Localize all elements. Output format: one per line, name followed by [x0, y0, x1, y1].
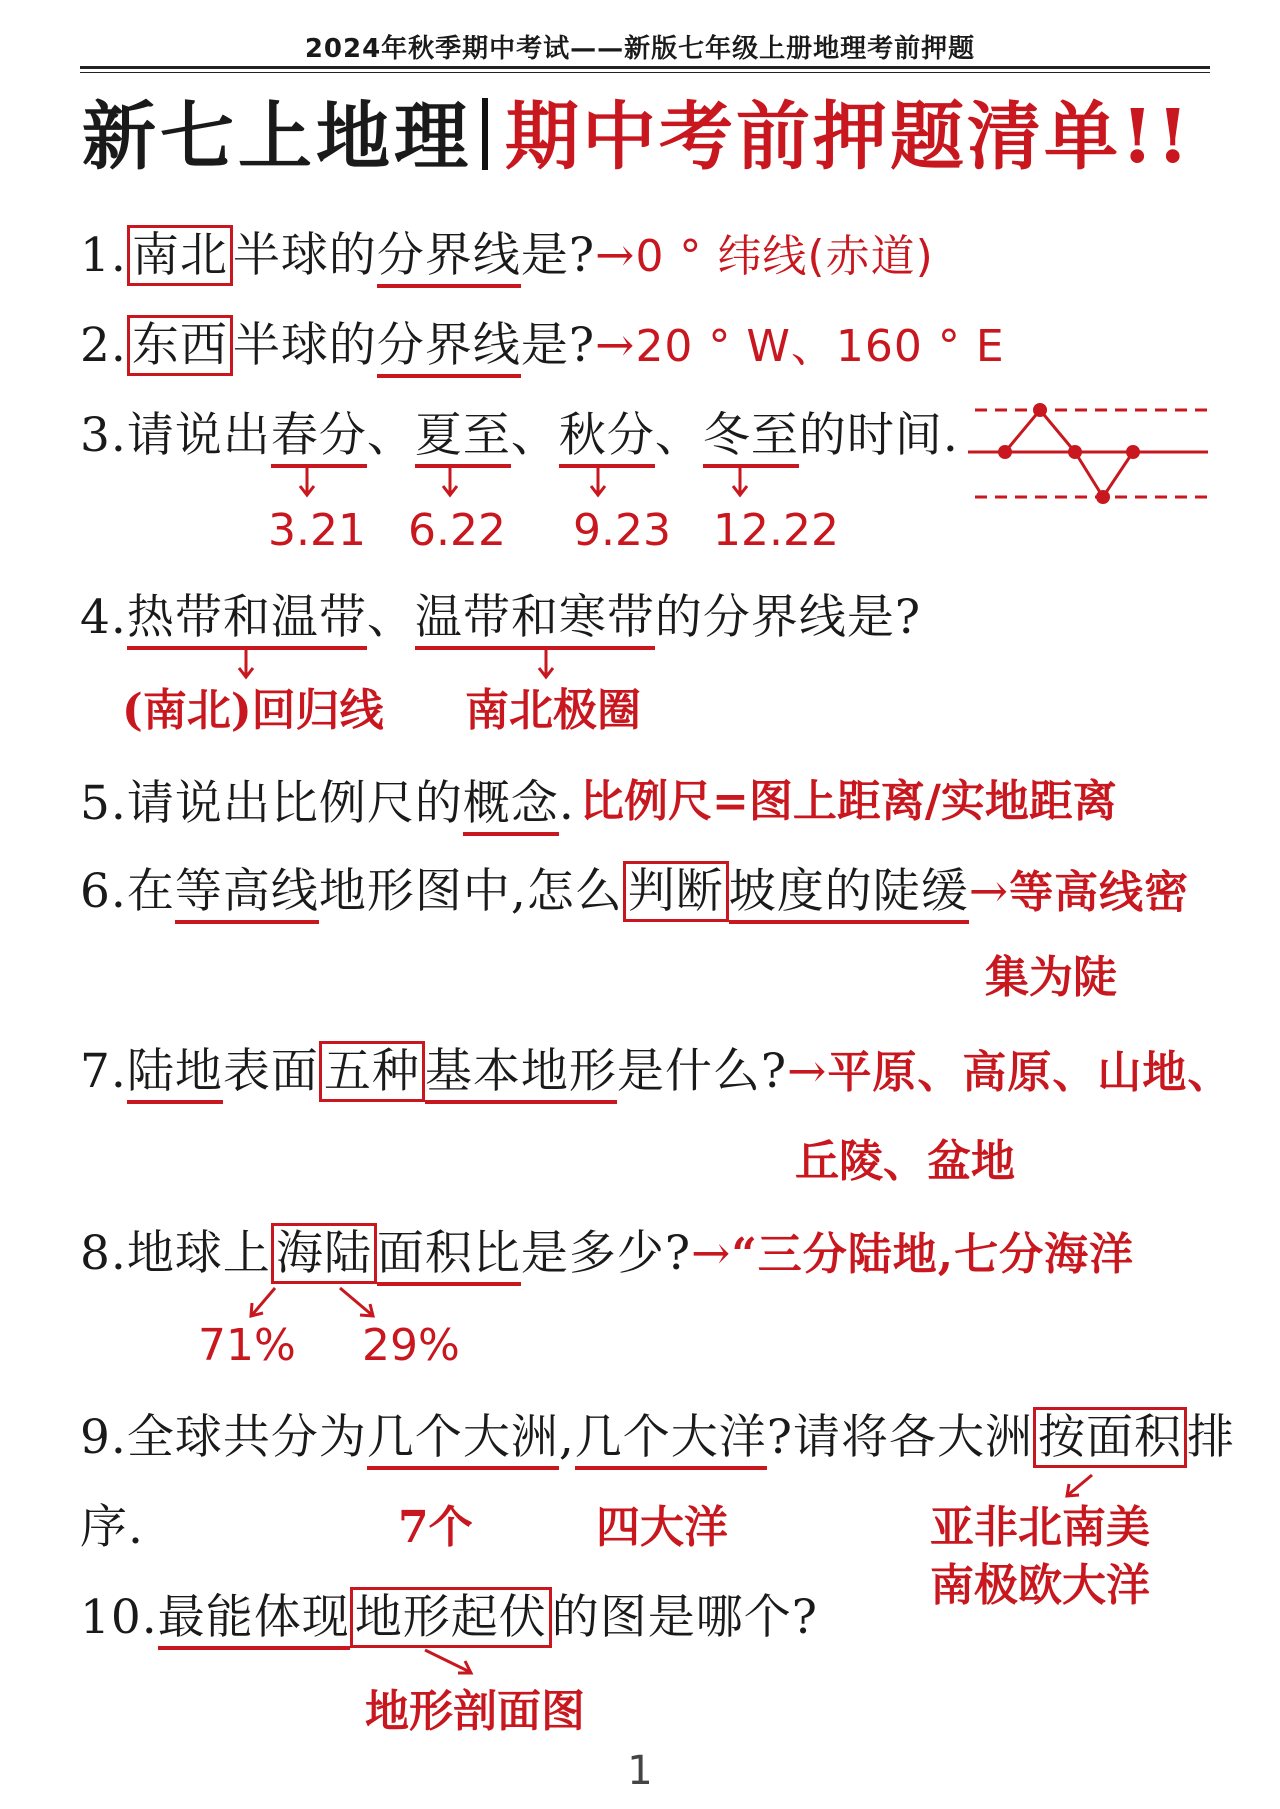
- q3-answer-autumn: 9.23: [573, 505, 671, 556]
- q3-answer-spring: 3.21: [268, 505, 366, 556]
- q6-boxed-term: 判断: [623, 861, 729, 922]
- main-title-left: 新七上地理: [82, 94, 472, 180]
- q1-boxed-term: 南北: [127, 225, 233, 286]
- q9-answer-oceans: 四大洋: [596, 1502, 728, 1553]
- q9-boxed-term: 按面积: [1033, 1407, 1187, 1468]
- page-number: 1: [627, 1748, 653, 1794]
- q7-arrow: →: [787, 1044, 828, 1099]
- q2-text-end: 是?: [520, 318, 596, 373]
- q3-term-winter-solstice: 冬至: [703, 408, 799, 468]
- q2-number: 2.: [80, 318, 127, 373]
- q4-number: 4.: [80, 590, 127, 645]
- q5-text: 请说出比例尺的: [126, 776, 463, 831]
- q1-text-end: 是?: [520, 228, 596, 283]
- q3-sep: 、: [654, 408, 703, 463]
- q9-sep: ,: [558, 1410, 575, 1465]
- q7-number: 7.: [80, 1044, 127, 1099]
- q10-number: 10.: [80, 1590, 158, 1645]
- q7-boxed-term: 五种: [319, 1041, 425, 1102]
- q5-text-end: .: [558, 776, 575, 831]
- q6-text: 在: [126, 864, 175, 919]
- top-title: 2024年秋季期中考试——新版七年级上册地理考前押题: [304, 34, 976, 64]
- q2-answer: 20 ° W、160 ° E: [635, 321, 1005, 372]
- q6-answer-line1: 等高线密: [1009, 867, 1190, 918]
- q5-number: 5.: [80, 776, 127, 831]
- q5-underlined-term: 概念: [463, 776, 559, 836]
- q7-term-land: 陆地: [127, 1044, 223, 1104]
- q3-sep: 、: [510, 408, 559, 463]
- q1-number: 1.: [80, 228, 127, 283]
- q8-answer-land: 29%: [362, 1320, 460, 1371]
- q6-text-mid: 地形图中,怎么: [318, 864, 623, 919]
- q9-term-oceans: 几个大洋: [575, 1410, 767, 1470]
- q3-term-summer-solstice: 夏至: [415, 408, 511, 468]
- q8-number: 8.: [80, 1226, 127, 1281]
- q9-text-end: 排: [1187, 1410, 1235, 1465]
- q9-term-continents: 几个大洲: [367, 1410, 559, 1470]
- q9-answer-order-line1: 亚非北南美: [930, 1502, 1150, 1553]
- q7-term-landforms: 基本地形: [425, 1044, 617, 1104]
- q6-arrow: →: [968, 864, 1010, 919]
- q4-answer-tropics: (南北)回归线: [122, 685, 384, 736]
- q8-text: 地球上: [126, 1226, 271, 1281]
- q2-text: 半球的: [232, 318, 377, 373]
- q6-number: 6.: [80, 864, 127, 919]
- q1-underlined-term: 分界线: [377, 228, 521, 288]
- q3-number: 3.: [80, 408, 127, 463]
- q9-text-mid: ?请将各大洲: [766, 1410, 1033, 1465]
- q2-arrow: →: [595, 318, 636, 373]
- q9-text: 全球共分为: [126, 1410, 367, 1465]
- q9-answer-continents: 7个: [398, 1502, 473, 1553]
- q7-answer-line1: 平原、高原、山地、: [827, 1047, 1233, 1098]
- q4-term-tropical-temperate: 热带和温带: [127, 590, 367, 650]
- q1-answer: 0 ° 纬线(赤道): [635, 231, 934, 282]
- q10-text-end: 的图是哪个?: [551, 1590, 818, 1645]
- q1-text: 半球的: [232, 228, 377, 283]
- q8-text-end: 是多少?: [520, 1226, 692, 1281]
- q3-text: 请说出: [126, 408, 271, 463]
- q9-number: 9.: [80, 1410, 127, 1465]
- q7-text: 表面: [222, 1044, 319, 1099]
- q8-underlined-term: 面积比: [377, 1226, 521, 1286]
- q3-text-end: 的时间.: [798, 408, 959, 463]
- q3-sep: 、: [366, 408, 415, 463]
- q7-text-end: 是什么?: [616, 1044, 788, 1099]
- q3-answer-winter: 12.22: [713, 505, 839, 556]
- q8-answer-ocean: 71%: [198, 1320, 296, 1371]
- q6-term-slope: 坡度的陡缓: [729, 864, 969, 924]
- q8-arrow: →: [691, 1226, 732, 1281]
- q4-text-end: 的分界线是?: [654, 590, 922, 645]
- q8-answer: “三分陆地,七分海洋: [731, 1229, 1135, 1280]
- q4-term-temperate-frigid: 温带和寒带: [415, 590, 655, 650]
- q9-answer-order-line2: 南极欧大洋: [930, 1560, 1150, 1611]
- q6-answer-line2: 集为陡: [985, 952, 1117, 1003]
- q10-boxed-term: 地形起伏: [350, 1587, 552, 1648]
- q10-underlined-term: 最能体现: [158, 1590, 350, 1650]
- q4-sep: 、: [366, 590, 415, 645]
- q3-term-autumn-equinox: 秋分: [559, 408, 655, 468]
- q2-underlined-term: 分界线: [377, 318, 521, 378]
- q6-term-contour: 等高线: [175, 864, 319, 924]
- q10-answer: 地形剖面图: [365, 1686, 585, 1737]
- main-title-right: 期中考前押题清单!!: [505, 94, 1192, 180]
- q8-boxed-term: 海陆: [271, 1223, 377, 1284]
- q2-boxed-term: 东西: [127, 315, 233, 376]
- q7-answer-line2: 丘陵、盆地: [795, 1136, 1015, 1187]
- q3-answer-summer: 6.22: [408, 505, 506, 556]
- q5-answer: 比例尺=图上距离/实地距离: [580, 776, 1117, 827]
- q1-arrow: →: [595, 228, 636, 283]
- q3-term-spring-equinox: 春分: [271, 408, 367, 468]
- q4-answer-polar-circles: 南北极圈: [465, 685, 641, 736]
- q9-text-wrap: 序.: [80, 1500, 144, 1555]
